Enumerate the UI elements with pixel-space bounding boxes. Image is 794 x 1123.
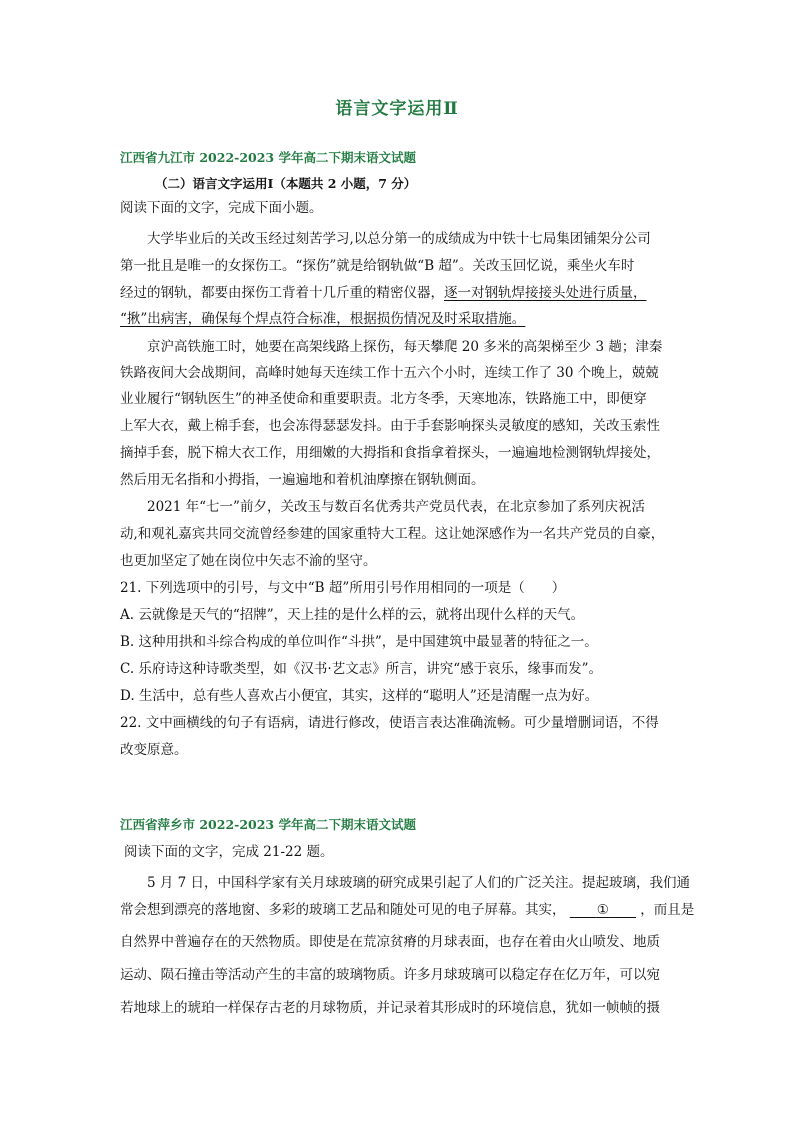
- passage1-line: 第一批且是唯一的女探伤工。“探伤”就是给钢轨做“B 超”。关改玉回忆说，乘坐火车时: [120, 258, 635, 274]
- instruction-2: 阅读下面的文字，完成 21-22 题。: [124, 844, 334, 860]
- passage1-line: 也更加坚定了她在岗位中矢志不渝的坚守。: [120, 553, 377, 569]
- option-b: B. 这种用拱和斗综合构成的单位叫作“斗拱”，是中国建筑中最显著的特征之一。: [120, 634, 598, 650]
- passage1-line: 摘掉手套，脱下棉大衣工作，用细嫩的大拇指和食指拿着探头，一遍遍地检测钢轨焊接处，: [120, 445, 660, 461]
- instruction-1: 阅读下面的文字，完成下面小题。: [120, 200, 323, 216]
- underlined-sentence: 逐一对钢轨焊接接头处进行质量，: [444, 285, 647, 301]
- option-d: D. 生活中，总有些人喜欢占小便宜，其实，这样的“聪明人”还是清醒一点为好。: [120, 688, 599, 704]
- passage1-line: 上军大衣，戴上棉手套，也会冻得瑟瑟发抖。由于手套影响探头灵敏度的感知，关改玉索性: [120, 418, 660, 434]
- passage1-line: [120, 306, 680, 332]
- section-heading: （二）语言文字运用Ⅰ（本题共 2 小题，7 分）: [155, 176, 417, 191]
- passage2-line: 运动、陨石撞击等活动产生的丰富的玻璃物质。许多月球玻璃可以稳定存在亿万年，可以宛: [120, 967, 660, 983]
- passage1-text: 经过的钢轨，都要由探伤工背着十几斤重的精密仪器，: [120, 285, 444, 301]
- passage2-line: [120, 897, 695, 923]
- passage2-line: 自然界中普遍存在的天然物质。即使是在荒凉贫瘠的月球表面，也存在着由火山喷发、地质: [120, 934, 660, 950]
- passage1-line: [120, 280, 680, 306]
- underlined-sentence: “揪”出病害，确保每个焊点符合标准，根据损伤情况及时采取措施。: [120, 311, 526, 327]
- source-jiujiang: 江西省九江市 2022-2023 学年高二下期末语文试题: [120, 150, 416, 165]
- option-a: A. 云就像是天气的“招牌”，天上挂的是什么样的云，就将出现什么样的天气。: [120, 607, 585, 623]
- option-c: C. 乐府诗这种诗歌类型，如《汉书·艺文志》所言，讲究“感于哀乐，缘事而发”。: [120, 661, 603, 677]
- question-21: 21. 下列选项中的引号，与文中“B 超”所用引号作用相同的一项是（ ）: [120, 580, 566, 596]
- fill-blank-1: ①: [596, 902, 609, 918]
- question-22: 改变原意。: [120, 742, 188, 758]
- passage1-line: 动,和观礼嘉宾共同交流曾经参建的国家重特大工程。这让她深感作为一名共产党员的自豪，: [120, 526, 665, 542]
- question-22: 22. 文中画横线的句子有语病，请进行修改，使语言表达准确流畅。可少量增删词语，不得: [120, 715, 659, 731]
- passage2-text: ，而且是: [640, 902, 695, 918]
- passage1-line: 2021 年“七一”前夕，关改玉与数百名优秀共产党员代表，在北京参加了系列庆祝活: [147, 499, 645, 515]
- passage1-line: 大学毕业后的关改玉经过刻苦学习,以总分第一的成绩成为中铁十七局集团铺架分公司: [147, 231, 651, 247]
- source-pingxiang: 江西省萍乡市 2022-2023 学年高二下期末语文试题: [120, 817, 416, 832]
- passage2-line: 若地球上的琥珀一样保存古老的月球物质，并记录着其形成时的环境信息，犹如一帧帧的摄: [120, 1000, 660, 1016]
- passage1-line: 京沪高铁施工时，她要在高架线路上探伤，每天攀爬 20 多米的高架梯至少 3 趟；津秦: [147, 339, 663, 355]
- passage2-line: 5 月 7 日，中国科学家有关月球玻璃的研究成果引起了人们的广泛关注。提起玻璃，我们通: [147, 875, 691, 891]
- page-title: 语言文字运用Ⅱ: [335, 99, 459, 119]
- passage2-text: 常会想到漂亮的落地窗、多彩的玻璃工艺品和随处可见的电子屏幕。其实，: [120, 902, 566, 918]
- passage1-line: 然后用无名指和小拇指，一遍遍地和着机油摩擦在钢轨侧面。: [120, 472, 485, 488]
- passage1-line: 业业履行“钢轨医生”的神圣使命和重要职责。北方冬季，天寒地冻，铁路施工中，即便穿: [120, 391, 647, 407]
- passage1-line: 铁路夜间大会战期间，高峰时她每天连续工作十五六个小时，连续工作了 30 个晚上，兢兢: [120, 365, 659, 381]
